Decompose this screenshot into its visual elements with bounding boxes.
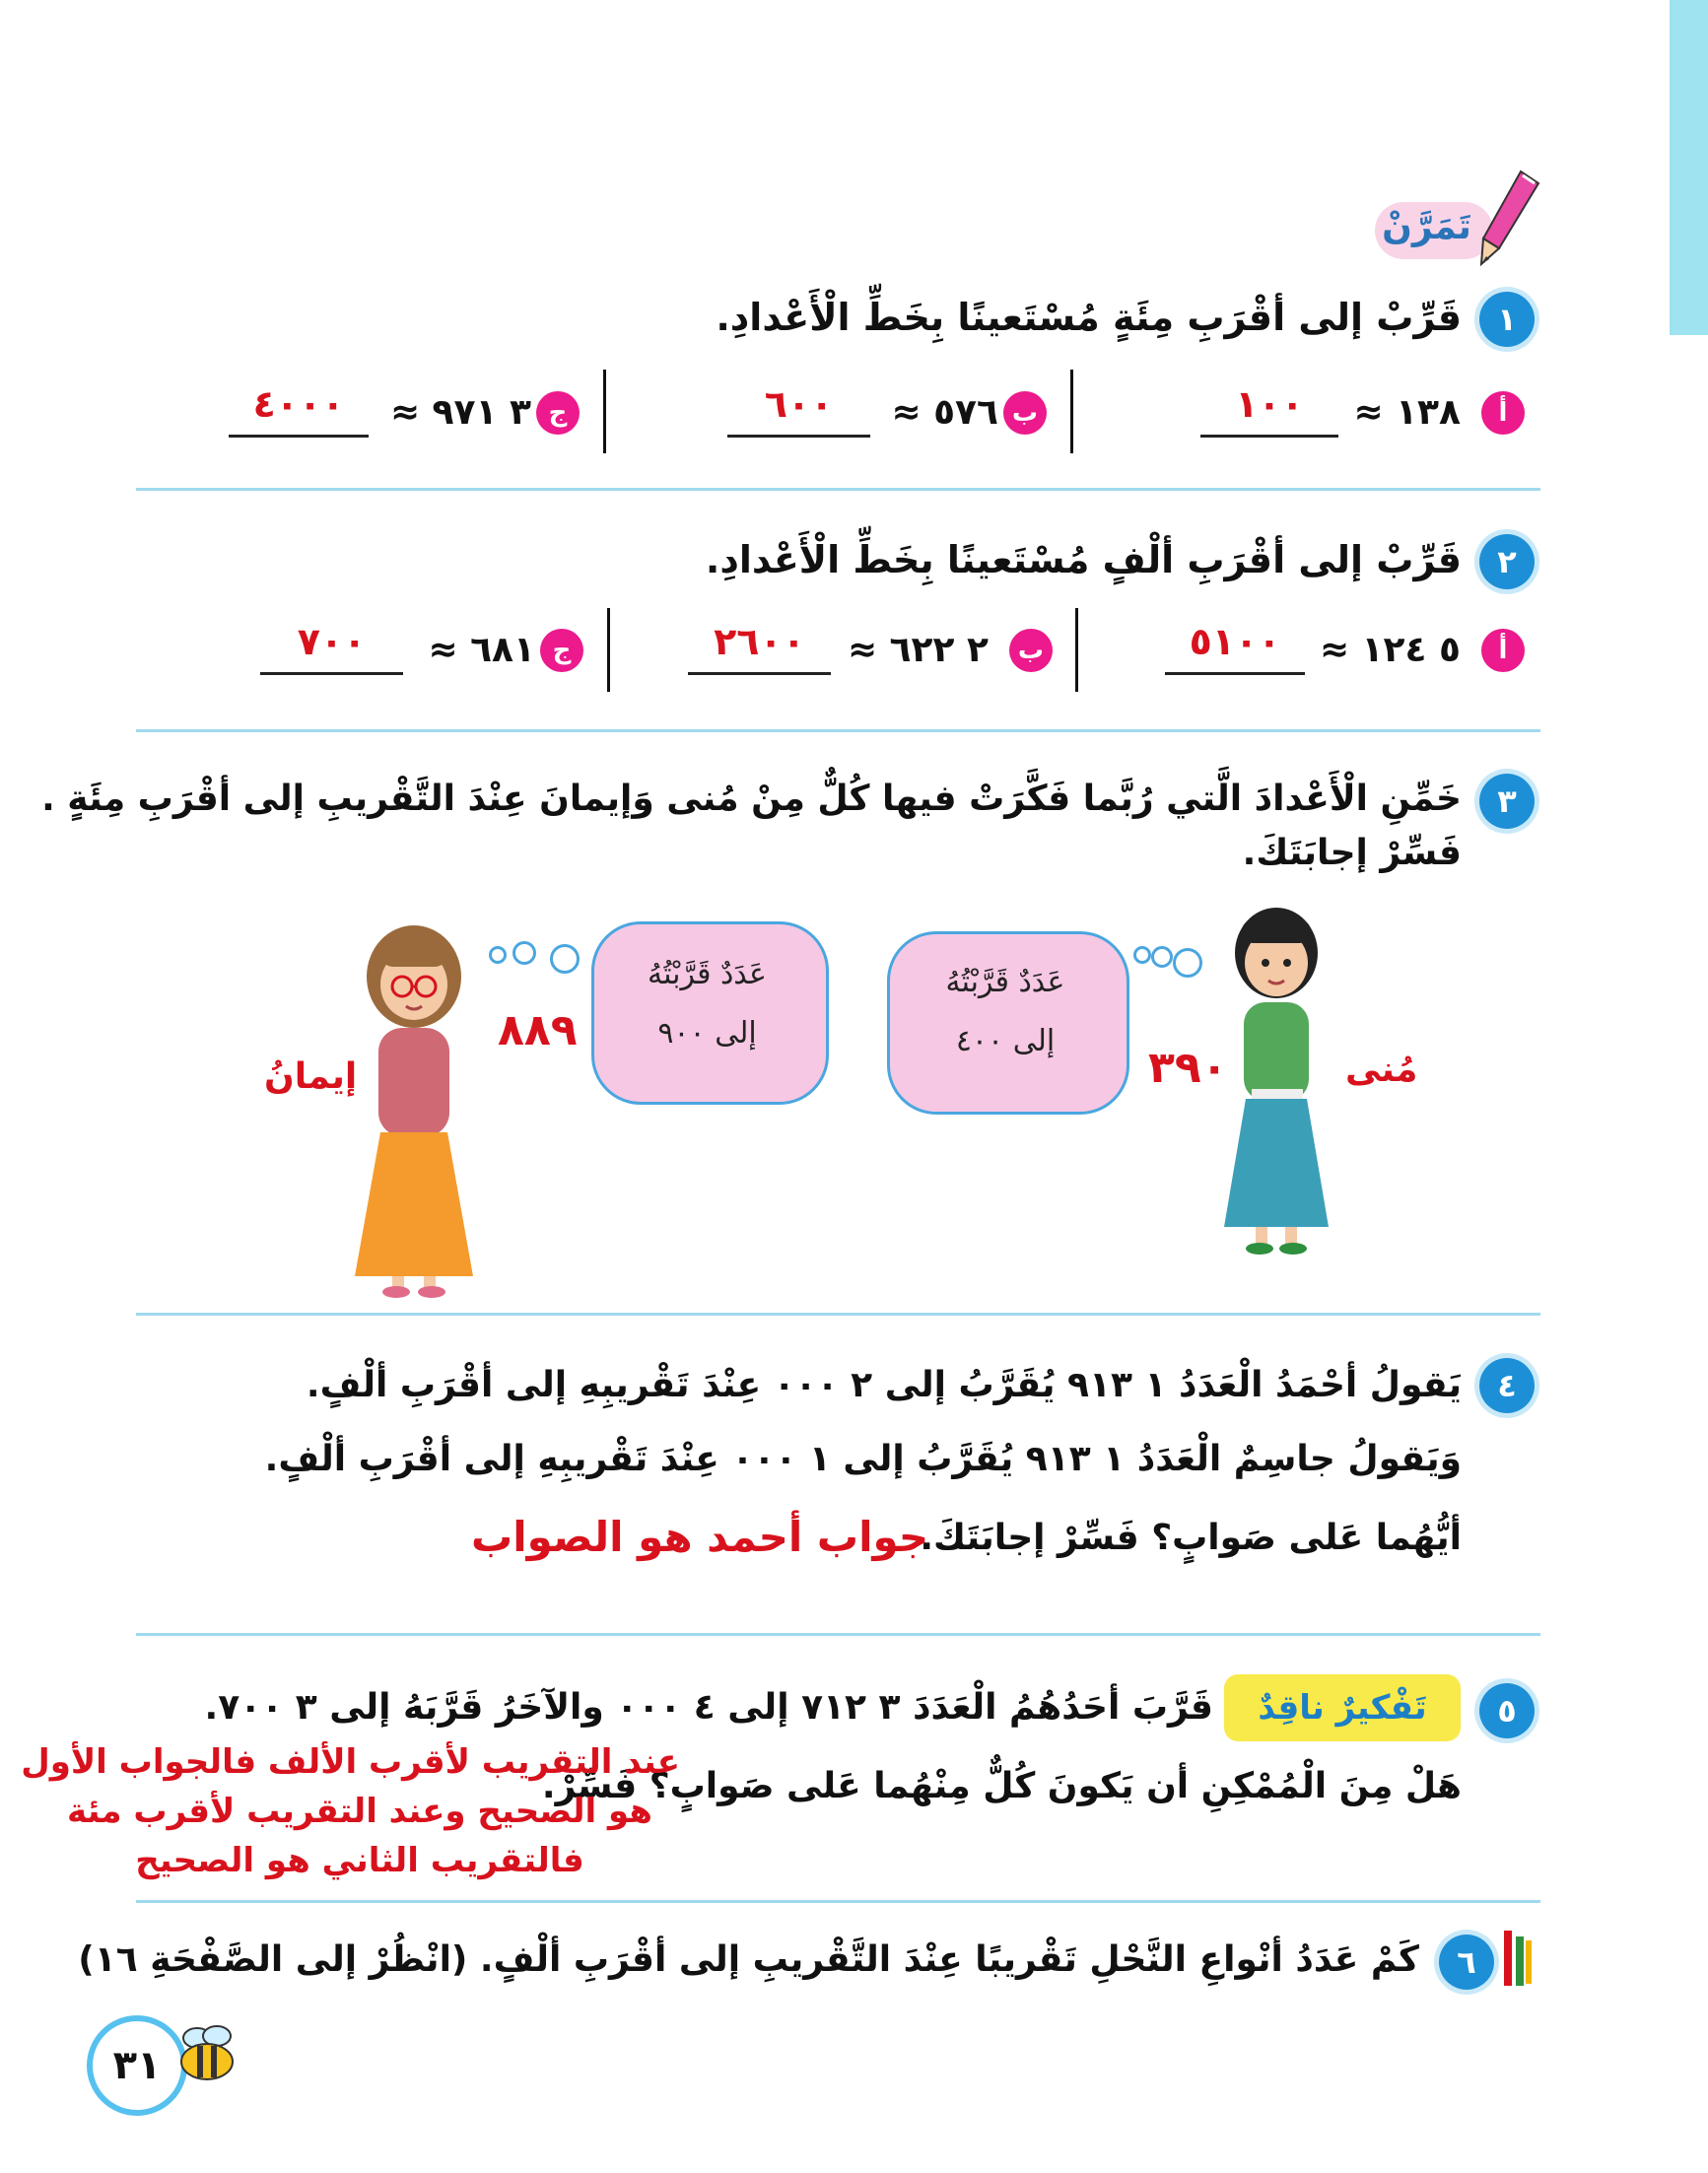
mona-name: مُنى xyxy=(1345,1050,1418,1090)
mona-cloud-line2: إلى ٤٠٠ xyxy=(955,1024,1056,1058)
pencil-icon xyxy=(1473,170,1542,268)
thought-bubble-dot xyxy=(489,946,507,964)
mona-illustration xyxy=(1212,892,1340,1266)
question-5-note-line2: هو الصحيح وعند التقريب لأقرب مئة xyxy=(67,1792,652,1831)
mona-cloud-line1: عَدَدٌ قَرَّبْتُهُ xyxy=(945,965,1065,999)
question-2-number: ٢ xyxy=(1479,534,1535,589)
thought-bubble-dot xyxy=(550,944,580,974)
question-4-text-line1: يَقولُ أحْمَدُ الْعَدَدُ ١ ٩١٣ يُقَرَّبُ إلى ٢ ٠٠٠ عِنْدَ تَقْريبِهِ إلى أقْرَبِ ألْفٍ. xyxy=(306,1365,1462,1405)
q2-item-c-letter: ج xyxy=(540,629,583,672)
q1-item-a-answer: ١٠٠ xyxy=(1235,382,1304,426)
thought-bubble-dot xyxy=(1151,946,1173,968)
section-divider xyxy=(136,1900,1540,1903)
question-4-text-line2: وَيَقولُ جاسِمٌ الْعَدَدُ ١ ٩١٣ يُقَرَّبُ إلى ١ ٠٠٠ عِنْدَ تَقْريبِهِ إلى أقْرَبِ ألْفٍ. xyxy=(264,1439,1462,1479)
iman-cloud-line2: إلى ٩٠٠ xyxy=(657,1016,757,1051)
iman-illustration xyxy=(345,912,483,1306)
question-4-text-line3: أيُّهُما عَلى صَوابٍ؟ فَسِّرْ إجابَتَكَ. xyxy=(920,1518,1462,1558)
q2-item-c-answer: ٧٠٠ xyxy=(297,620,367,663)
q1-item-a-letter: أ xyxy=(1481,391,1525,435)
separator xyxy=(1070,370,1073,453)
question-5-number: ٥ xyxy=(1479,1683,1535,1738)
q2-item-b-letter: ب xyxy=(1009,629,1053,672)
section-divider xyxy=(136,488,1540,491)
section-divider xyxy=(136,1313,1540,1316)
q1-item-c-letter: ج xyxy=(536,391,580,435)
question-5-text-line1: قَرَّبَ أحَدُهُمُ الْعَدَدَ ٣ ٧١٢ إلى ٤ ٠٠٠ والآخَرُ قَرَّبَهُ إلى ٣ ٧٠٠. xyxy=(204,1687,1213,1728)
question-5-note-line1: عند التقريب لأقرب الألف فالجواب الأول xyxy=(21,1742,680,1782)
thought-bubble-dot xyxy=(512,941,536,965)
bee-icon xyxy=(168,2018,246,2087)
iman-name: إيمانُ xyxy=(264,1056,358,1097)
iman-answer: ٨٨٩ xyxy=(498,1005,578,1055)
question-3-text-line1: خَمِّنِ الْأَعْدادَ الَّتي رُبَّما فَكَّرَتْ فيها كُلٌّ مِنْ مُنى وَإيمانَ عِنْدَ التَّقْريبِ إلى أقْرَبِ مِئَةٍ . xyxy=(41,779,1462,819)
question-3-number: ٣ xyxy=(1479,774,1535,829)
question-4-number: ٤ xyxy=(1479,1358,1535,1413)
q1-item-b-answer: ٦٠٠ xyxy=(764,382,834,426)
mona-answer: ٣٩٠ xyxy=(1148,1043,1228,1093)
section-title: تَمَرَّنْ xyxy=(1382,207,1471,247)
question-2-text: قَرِّبْ إلى أقْرَبِ ألْفٍ مُسْتَعينًا بِخَطِّ الْأَعْدادِ. xyxy=(705,538,1462,581)
q1-item-b-expression: ٥٧٦ ≈ xyxy=(891,392,998,433)
q1-item-b-letter: ب xyxy=(1003,391,1047,435)
q2-item-a-expression: ٥ ١٢٤ ≈ xyxy=(1319,630,1461,670)
question-5-note-line3: فالتقريب الثاني هو الصحيح xyxy=(135,1841,584,1880)
chapter-tab xyxy=(1670,0,1708,335)
thought-bubble-dot xyxy=(1133,946,1151,964)
iman-cloud-line1: عَدَدٌ قَرَّبْتُهُ xyxy=(648,957,767,991)
critical-thinking-badge: تَفْكيرٌ ناقِدٌ xyxy=(1224,1674,1461,1741)
question-1-number: ١ xyxy=(1479,292,1535,347)
question-5-text-line2: هَلْ مِنَ الْمُمْكِنِ أن يَكونَ كُلٌّ مِنْهُما عَلى صَوابٍ؟ فَسِّرْ. xyxy=(541,1766,1462,1806)
question-4-answer: جواب أحمد هو الصواب xyxy=(471,1513,929,1561)
question-6-text: كَمْ عَدَدُ أنْواعِ النَّحْلِ تَقْريبًا عِنْدَ التَّقْريبِ إلى أقْرَبِ ألْفٍ. (انْظُرْ إلى الصَّفْحَةِ ١٦) xyxy=(78,1939,1419,1980)
q1-item-c-expression: ٣ ٩٧١ ≈ xyxy=(389,392,531,433)
q2-item-b-answer: ٢٦٠٠ xyxy=(714,620,805,663)
q1-item-c-answer: ٤٠٠٠ xyxy=(252,382,345,426)
separator xyxy=(607,608,610,692)
q1-item-a-expression: ١٣٨ ≈ xyxy=(1353,392,1461,433)
q2-item-a-letter: أ xyxy=(1481,629,1525,672)
q2-item-b-expression: ٢ ٦٢٢ ≈ xyxy=(847,630,989,670)
question-3-text-line2: فَسِّرْ إجابَتَكَ. xyxy=(1242,833,1462,873)
question-1-text: قَرِّبْ إلى أقْرَبِ مِئَةٍ مُسْتَعينًا بِخَطِّ الْأَعْدادِ. xyxy=(716,296,1462,339)
q2-item-a-answer: ٥١٠٠ xyxy=(1189,620,1281,663)
q2-item-c-expression: ٦٨١ ≈ xyxy=(428,630,535,670)
tools-icon xyxy=(1498,1927,1537,1996)
separator xyxy=(603,370,606,453)
page-number: ٣١ xyxy=(87,2015,187,2116)
separator xyxy=(1075,608,1078,692)
section-divider xyxy=(136,1633,1540,1636)
thought-bubble-dot xyxy=(1173,948,1202,978)
section-divider xyxy=(136,729,1540,732)
question-6-number: ٦ xyxy=(1439,1935,1494,1990)
